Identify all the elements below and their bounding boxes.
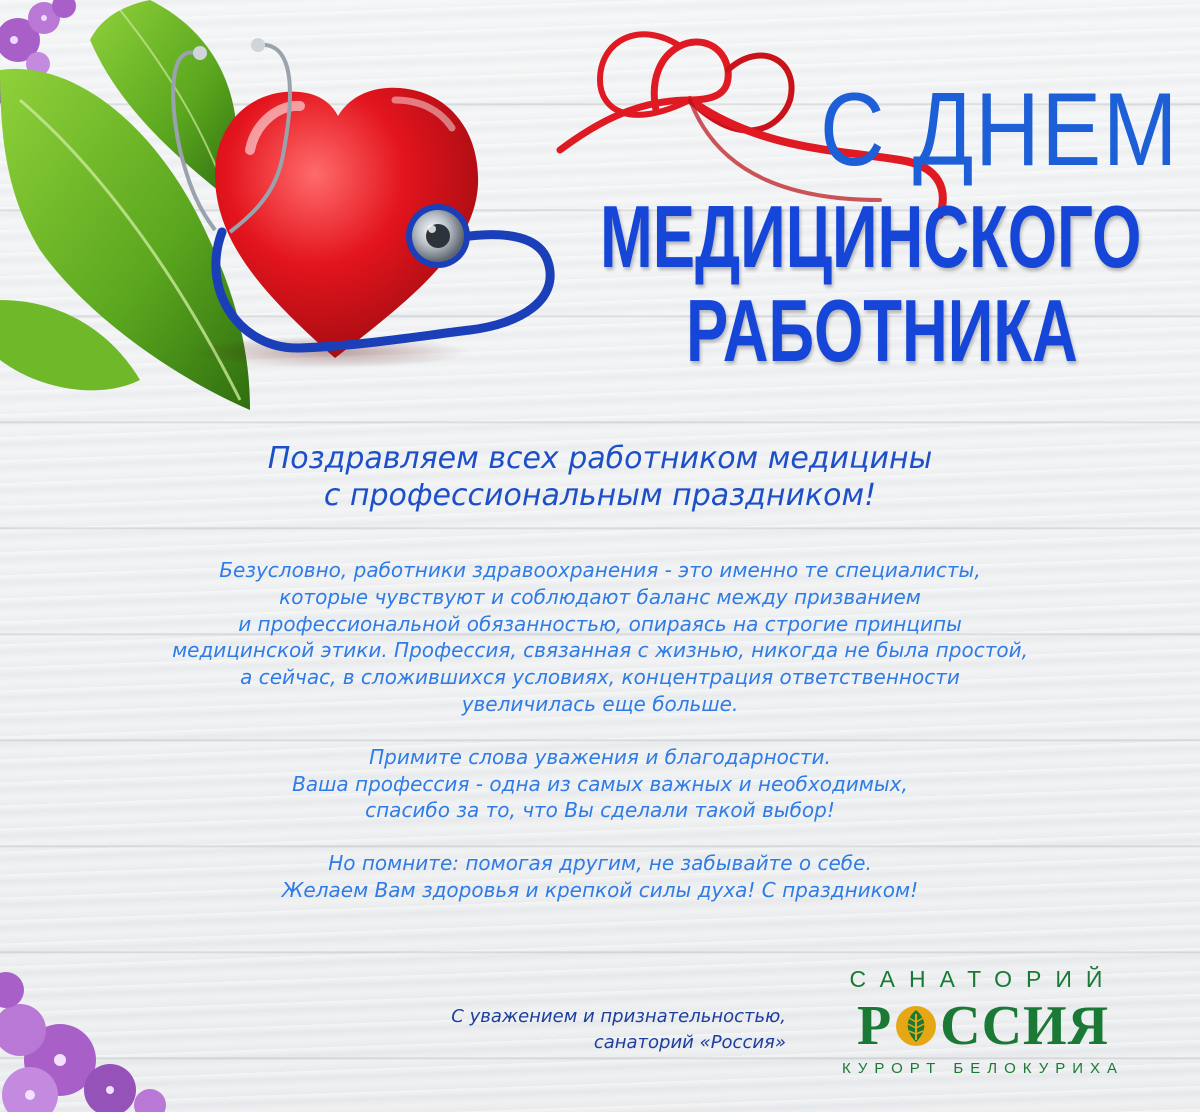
paragraph-line: Ваша профессия - одна из самых важных и необходимых, [292,771,908,796]
title-line-2: МЕДИЦИНСКОГО [600,187,1142,286]
signature-line-1: С уважением и признательностью, [451,1006,786,1027]
signature-line-2: санаторий «Россия» [593,1032,786,1053]
paragraph-line: Безусловно, работники здравоохранения - это именно те специалисты, [219,558,981,582]
logo-bottom-text: КУРОРТ БЕЛОКУРИХА [841,1060,1125,1077]
paragraph-line: спасибо за то, что Вы сделали такой выбор! [365,798,835,823]
logo-main-text [818,995,1148,1057]
logo-top-text: САНАТОРИЙ [849,966,1117,992]
lilac-flowers-icon [0,972,166,1112]
leaf-emblem-icon [894,1004,938,1048]
paragraph-line: которые чувствуют и соблюдают баланс между призванием [279,584,921,609]
greeting-body [40,557,1160,930]
paragraph-line: и профессиональной обязанностью, опираясь на строгие принципы [238,611,962,636]
paragraph-1 [40,557,1160,718]
paragraph-line: Но помните: помогая другим, не забывайте о себе. [328,851,872,876]
headline [60,440,1140,514]
sanatorium-logo [818,962,1148,1090]
paragraph-line: Желаем Вам здоровья и крепкой силы духа! С праздником! [281,877,919,902]
title-line-3: РАБОТНИКА [686,281,1078,380]
logo-main-rest: ССИЯ [940,995,1110,1057]
paragraph-2 [40,744,1160,824]
signature [300,1004,786,1056]
paragraph-3 [40,850,1160,904]
title-line-1: С ДНЕМ [820,72,1180,188]
paragraph-line: Примите слова уважения и благодарности. [369,744,831,769]
logo-main-first-letter: Р [856,995,893,1057]
headline-line-2: с профессиональным праздником! [323,478,877,514]
paragraph-line: увеличилась еще больше. [461,691,739,716]
headline-line-1: Поздравляем всех работником медицины [267,441,933,476]
paragraph-line: медицинской этики. Профессия, связанная с жизнью, никогда не была простой, [172,638,1028,663]
paragraph-line: а сейчас, в сложившихся условиях, концентрация ответственности [240,665,960,690]
